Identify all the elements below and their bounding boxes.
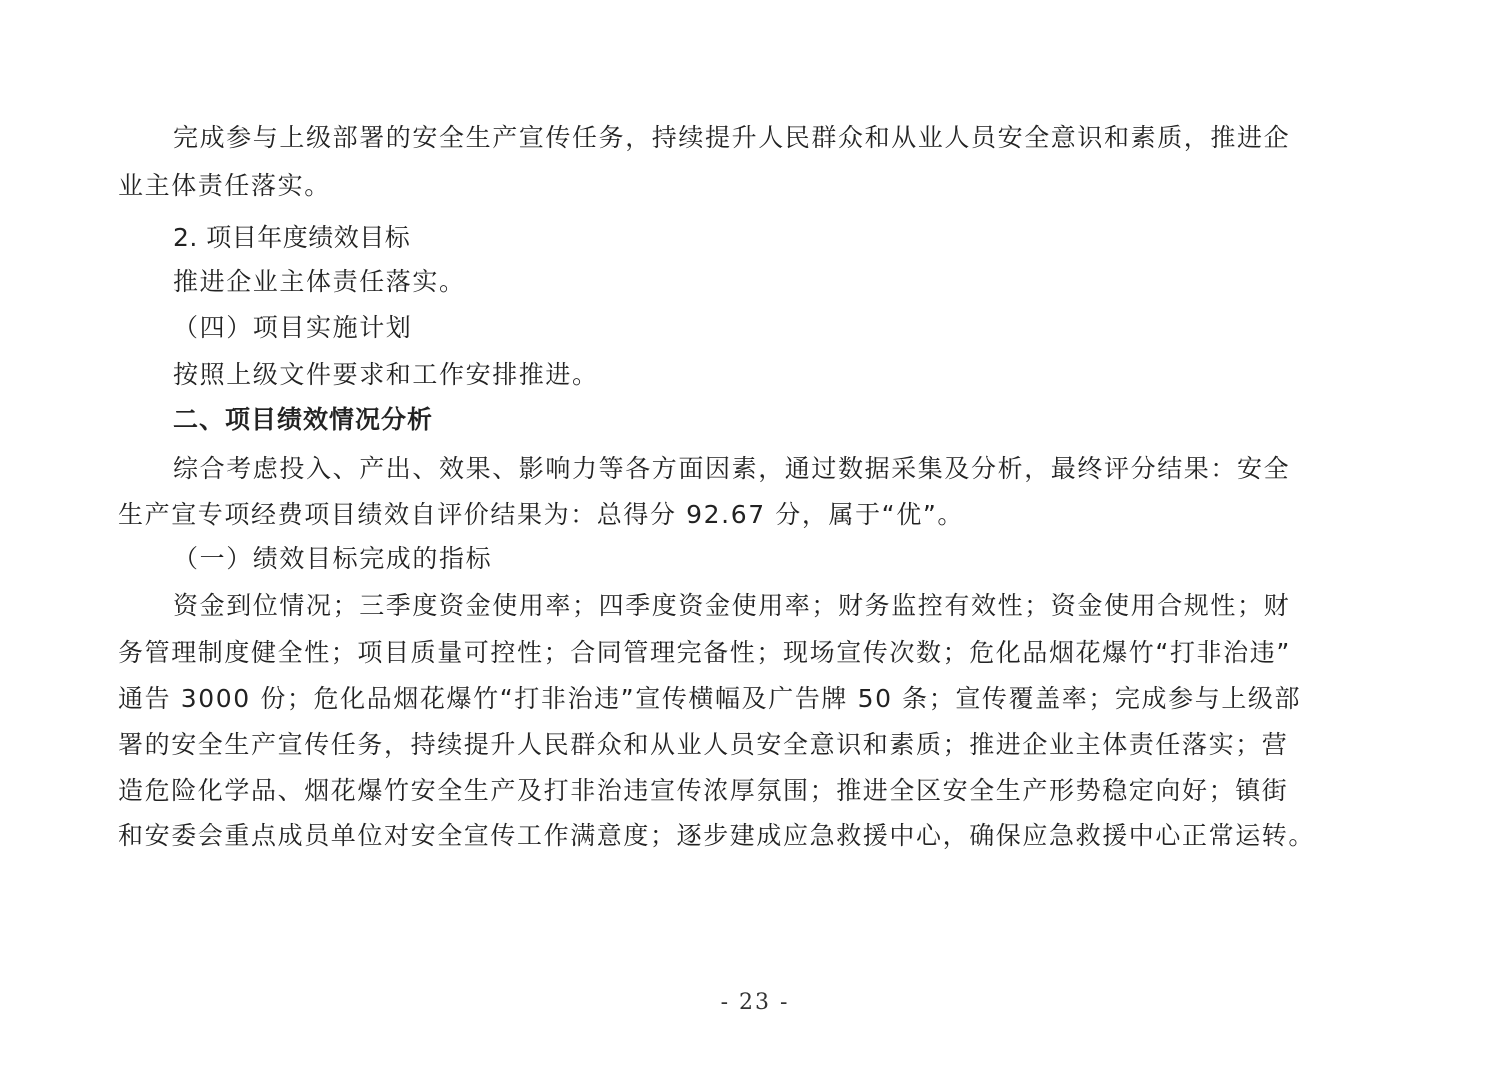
paragraph-line: 署的安全生产宣传任务，持续提升人民群众和从业人员安全意识和素质；推进企业主体责任落实；营 [118,730,1289,759]
page-number: - 23 - [720,990,790,1015]
chapter-heading: 二、项目绩效情况分析 [173,405,434,434]
paragraph-line: 推进企业主体责任落实。 [173,267,466,296]
section-heading: （四）项目实施计划 [173,313,413,342]
paragraph-line: 综合考虑投入、产出、效果、影响力等各方面因素，通过数据采集及分析，最终评分结果：安全 [173,454,1291,483]
paragraph-line: 造危险化学品、烟花爆竹安全生产及打非治违宣传浓厚氛围；推进全区安全生产形势稳定向好；镇街 [118,776,1289,805]
section-heading: 2. 项目年度绩效目标 [173,223,411,252]
paragraph-line: 按照上级文件要求和工作安排推进。 [173,360,599,389]
paragraph-line: 和安委会重点成员单位对安全宣传工作满意度；逐步建成应急救援中心，确保应急救援中心正常运转。 [118,821,1316,850]
paragraph-line: 业主体责任落实。 [118,171,331,200]
paragraph-line: 通告 3000 份；危化品烟花爆竹“打非治违”宣传横幅及广告牌 50 条；宣传覆盖率；完成参与上级部 [118,684,1302,713]
paragraph-line: 生产宣专项经费项目绩效自评价结果为：总得分 92.67 分，属于“优”。 [118,500,964,529]
paragraph-line: 资金到位情况；三季度资金使用率；四季度资金使用率；财务监控有效性；资金使用合规性；财 [173,591,1291,620]
paragraph-line: 务管理制度健全性；项目质量可控性；合同管理完备性；现场宣传次数；危化品烟花爆竹“打非治违” [118,638,1291,667]
section-heading: （一）绩效目标完成的指标 [173,544,493,573]
paragraph-line: 完成参与上级部署的安全生产宣传任务，持续提升人民群众和从业人员安全意识和素质，推进企 [173,123,1291,152]
